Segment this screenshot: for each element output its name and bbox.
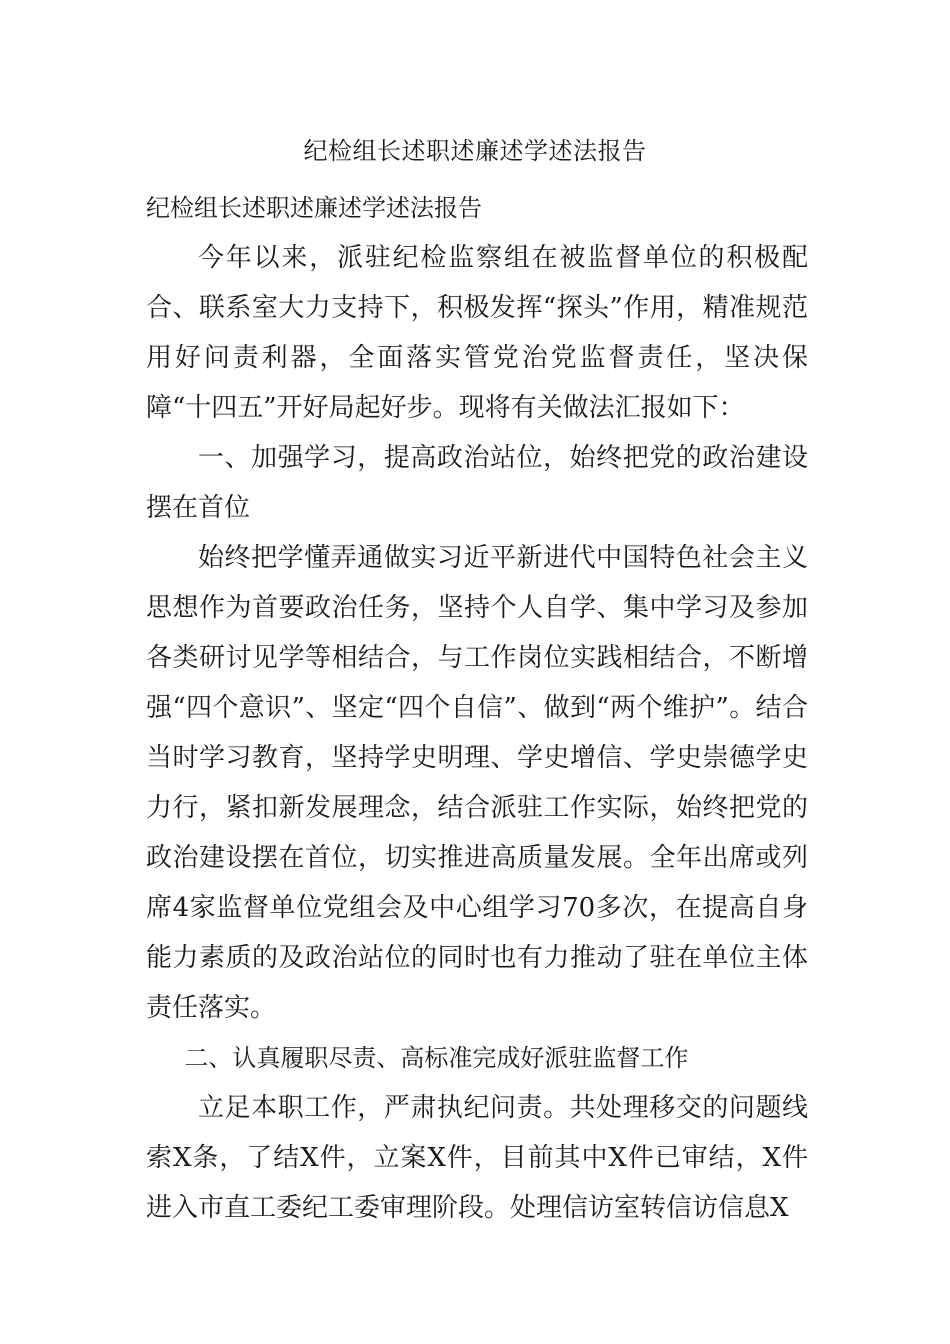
document-body xyxy=(146,183,808,1233)
intro-paragraph: 今年以来，派驻纪检监察组在被监督单位的积极配合、联系室大力支持下，积极发挥“探头”作用，精准规范用好问责利器，全面落实管党治党监督责任，坚决保障“十四五”开好局起好步。现将有关做法汇报如下： xyxy=(146,243,808,423)
section-one-heading: 一、加强学习，提高政治站位，始终把党的政治建设摆在首位 xyxy=(146,443,808,523)
section-one-paragraph: 始终把学懂弄通做实习近平新进代中国特色社会主义思想作为首要政治任务，坚持个人自学、集中学习及参加各类研讨见学等相结合，与工作岗位实践相结合，不断增强“四个意识”、坚定“四个自信”、做到“两个维护”。结合当时学习教育，坚持学史明理、学史增信、学史崇德学史力行，紧扣新发展理念，结合派驻工作实际，始终把党的政治建设摆在首位，切实推进高质量发展。全年出席或列席4家监督单位党组会及中心组学习70多次，在提高自身能力素质的及政治站位的同时也有力推动了驻在单位主体责任落实。 xyxy=(146,543,808,1023)
section-two-heading: 二、认真履职尽责、高标准完成好派驻监督工作 xyxy=(184,1044,689,1072)
document-subtitle: 纪检组长述职述廉述学述法报告 xyxy=(146,194,482,222)
document-title: 纪检组长述职述廉述学述法报告 xyxy=(303,137,647,165)
section-two-paragraph: 立足本职工作，严肃执纪问责。共处理移交的问题线索X条，了结X件，立案X件，目前其中X件已审结，X件进入市直工委纪工委审理阶段。处理信访室转信访信息X xyxy=(146,1093,808,1223)
